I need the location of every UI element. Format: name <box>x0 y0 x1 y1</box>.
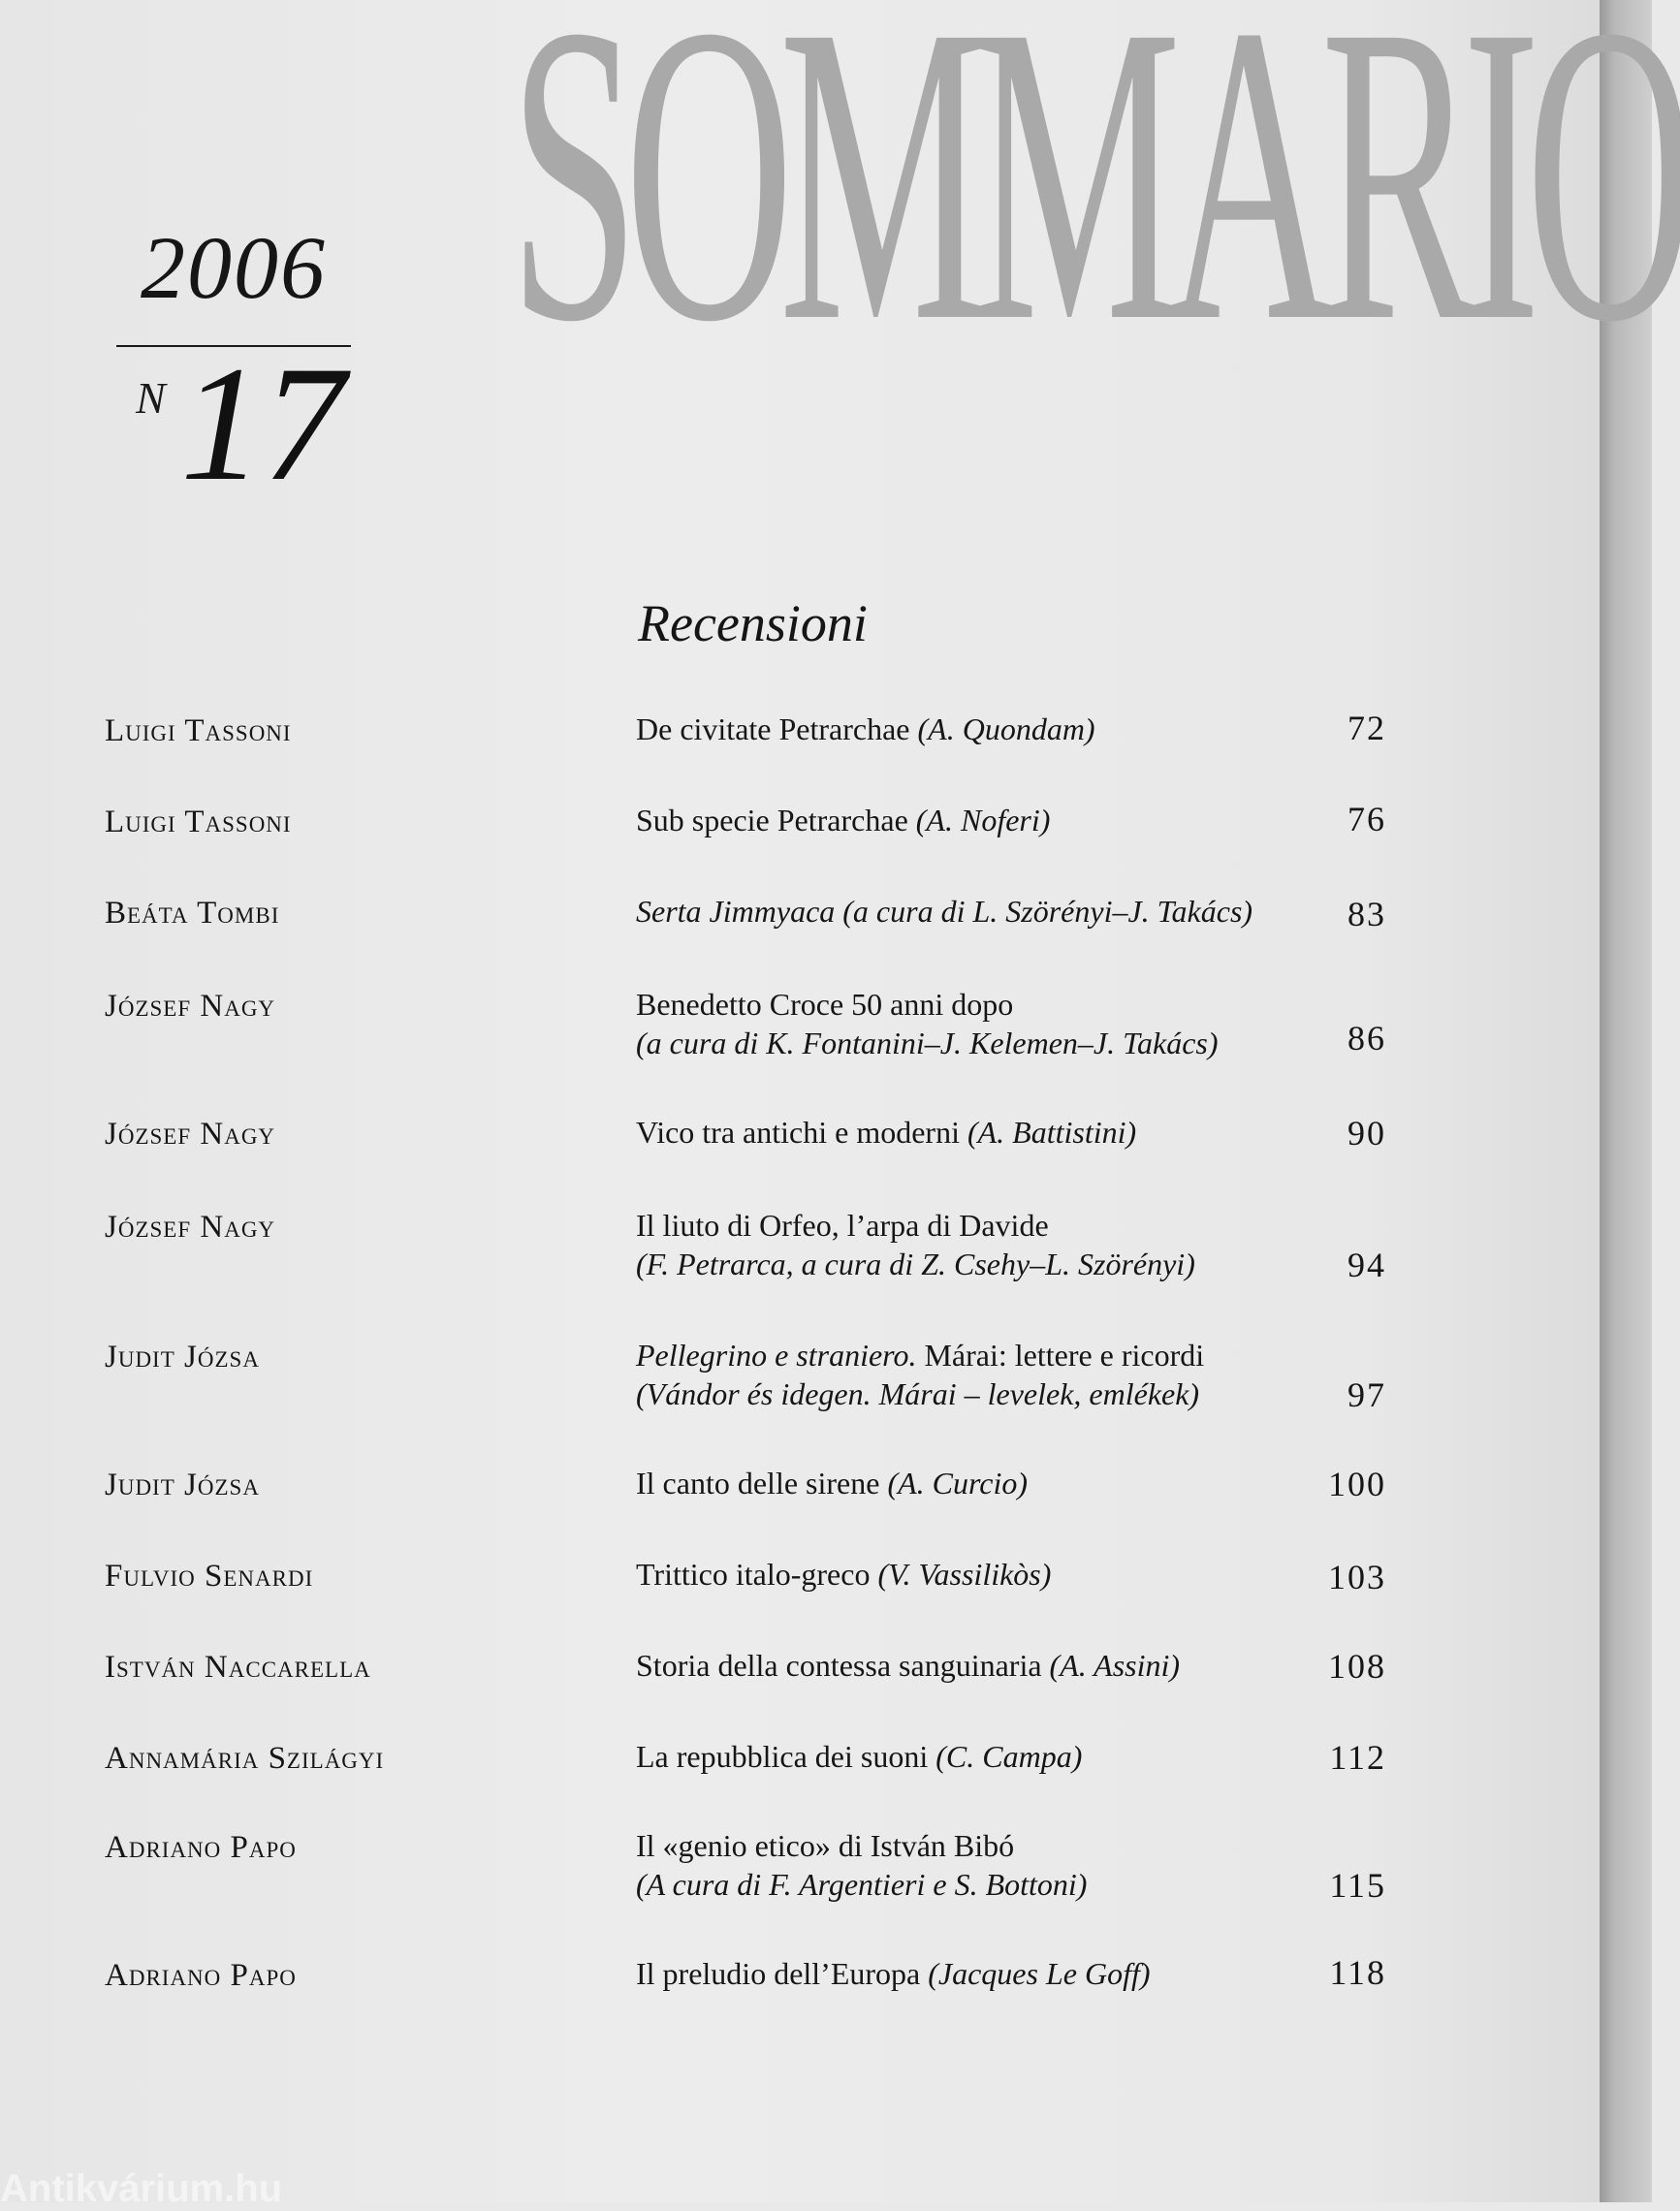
toc-title-reviewed: (A. Quondam) <box>917 711 1095 746</box>
toc-author: Judit Józsa <box>105 1340 260 1374</box>
toc-title-reviewed: (Jacques Le Goff) <box>928 1956 1151 1991</box>
toc-page-number: 103 <box>1328 1558 1386 1596</box>
toc-title <box>636 1115 1136 1151</box>
toc-author: József Nagy <box>105 1117 276 1152</box>
toc-title <box>636 1648 1180 1684</box>
toc-title-line-1: Benedetto Croce 50 anni dopo <box>636 987 1014 1022</box>
toc-title-reviewed: (A. Battistini) <box>967 1115 1137 1150</box>
toc-title-main: De civitate Petrarchae <box>636 711 918 746</box>
toc-title <box>636 711 1095 747</box>
toc-title-main: Il canto delle sirene <box>636 1466 888 1500</box>
toc-author: Fulvio Senardi <box>105 1559 314 1594</box>
toc-title-line-2: (Vándor és idegen. Márai – levelek, emlékek) <box>636 1376 1200 1411</box>
toc-page-number: 83 <box>1347 895 1386 933</box>
toc-author: Annamária Szilágyi <box>105 1741 385 1776</box>
toc-title-line-2: (F. Petrarca, a cura di Z. Csehy–L. Szörényi) <box>636 1247 1195 1281</box>
toc-author: Adriano Papo <box>105 1830 297 1865</box>
toc-author: Adriano Papo <box>105 1958 297 1993</box>
toc-title <box>636 803 1050 838</box>
toc-author: József Nagy <box>105 989 276 1024</box>
toc-title-main: Sub specie Petrarchae <box>636 803 916 837</box>
toc-title-line-1 <box>636 1338 1204 1374</box>
toc-page-number: 118 <box>1329 1953 1386 1992</box>
toc-author: József Nagy <box>105 1210 276 1245</box>
toc-page-number: 72 <box>1347 709 1386 747</box>
toc-title-main: Il preludio dell’Europa <box>636 1956 929 1991</box>
toc-page-number: 76 <box>1347 800 1386 838</box>
toc-title <box>636 1557 1051 1593</box>
toc-title-line-1: Il «genio etico» di István Bibó <box>636 1828 1015 1863</box>
toc-title-main: La repubblica dei suoni <box>636 1739 936 1774</box>
toc-title-reviewed: (A. Noferi) <box>915 803 1051 837</box>
toc-title-line-2: (A cura di F. Argentieri e S. Bottoni) <box>636 1867 1088 1902</box>
toc-title-line-1: Il liuto di Orfeo, l’arpa di Davide <box>636 1208 1049 1243</box>
toc-page-number: 90 <box>1347 1114 1386 1153</box>
toc-page-number: 86 <box>1347 1019 1386 1058</box>
toc-title-main: Vico tra antichi e moderni <box>636 1115 967 1150</box>
toc-title-italic-part: Pellegrino e straniero. <box>636 1338 917 1373</box>
toc-title <box>636 894 1252 930</box>
toc-title-reviewed: Serta Jimmyaca (a cura di L. Szörényi–J. Takács) <box>636 894 1253 929</box>
toc-title-reviewed: (A. Curcio) <box>887 1466 1028 1500</box>
toc-page-number: 97 <box>1347 1375 1386 1414</box>
toc-page-number: 115 <box>1329 1866 1386 1905</box>
toc-title <box>636 1956 1151 1992</box>
toc-title-reviewed: (V. Vassilikòs) <box>877 1557 1052 1592</box>
toc-title-main: Trittico italo-greco <box>636 1557 878 1592</box>
toc-title-plain-part: Márai: lettere e ricordi <box>916 1338 1205 1373</box>
toc-title-reviewed: (C. Campa) <box>935 1739 1083 1774</box>
toc-author: Luigi Tassoni <box>105 805 292 839</box>
issue-number-prefix: N <box>136 373 166 423</box>
watermark-text: Antikvárium.hu <box>0 2167 283 2210</box>
toc-title-reviewed: (A. Assini) <box>1049 1648 1181 1683</box>
toc-title <box>636 1739 1082 1775</box>
toc-page-number: 100 <box>1328 1465 1386 1503</box>
toc-title-main: Storia della contessa sanguinaria <box>636 1648 1050 1683</box>
toc-author: Judit Józsa <box>105 1468 260 1502</box>
toc-author: István Naccarella <box>105 1650 371 1685</box>
toc-author: Beáta Tombi <box>105 896 280 931</box>
toc-page-number: 112 <box>1329 1738 1386 1777</box>
toc-title <box>636 1466 1028 1501</box>
section-title: Recensioni <box>638 594 868 652</box>
toc-title-line-2: (a cura di K. Fontanini–J. Kelemen–J. Takács) <box>636 1026 1219 1060</box>
toc-author: Luigi Tassoni <box>105 713 292 748</box>
issue-year: 2006 <box>141 218 327 317</box>
toc-page-number: 94 <box>1347 1246 1386 1284</box>
issue-number: 17 <box>180 332 345 515</box>
toc-page-number: 108 <box>1328 1647 1386 1686</box>
masthead-title: SOMMARIO <box>509 0 1680 410</box>
